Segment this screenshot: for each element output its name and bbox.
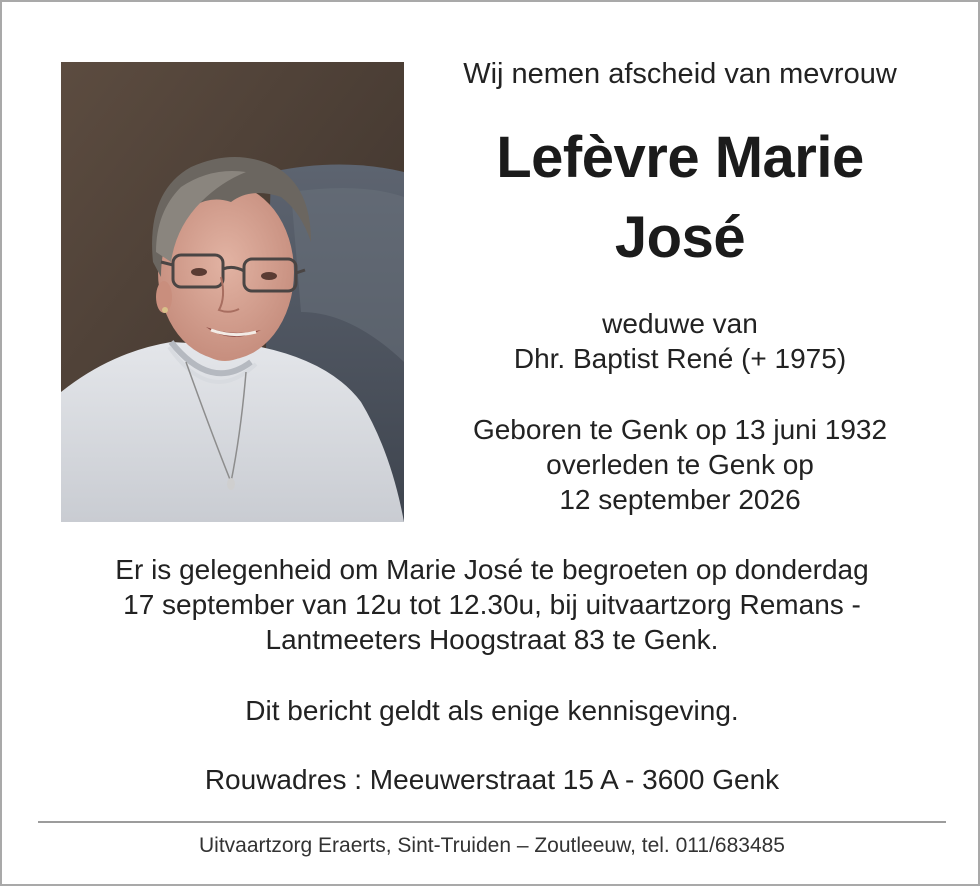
funeral-home-footer: Uitvaartzorg Eraerts, Sint-Truiden – Zoutleeuw, tel. 011/683485 [199,834,785,857]
died-line-1: overleden te Genk op [546,449,814,480]
widow-line-1: weduwe van [602,308,758,339]
deceased-name [402,118,958,278]
birth-death-info [402,412,958,517]
footer-divider [38,821,946,823]
visit-line-2: 17 september van 12u tot 12.30u, bij uitvaartzorg Remans - [123,589,861,620]
portrait-photo [61,62,404,522]
died-line-2: 12 september 2026 [559,484,801,515]
name-line-1: Lefèvre Marie [496,125,864,190]
born-line: Geboren te Genk op 13 juni 1932 [472,414,888,445]
visit-line-3: Lantmeeters Hoogstraat 83 te Genk. [265,624,719,655]
name-line-2: José [614,205,746,270]
intro-text: Wij nemen afscheid van mevrouw [463,58,897,90]
notice-header [402,54,958,517]
visit-line-1: Er is gelegenheid om Marie José te begroeten op donderdag [115,554,869,585]
widow-info [402,306,958,376]
notice-body [32,552,952,797]
mourning-address: Rouwadres : Meeuwerstraat 15 A - 3600 Genk [204,764,780,795]
notice-line: Dit bericht geldt als enige kennisgeving. [245,695,739,726]
widow-line-2: Dhr. Baptist René (+ 1975) [513,343,847,374]
